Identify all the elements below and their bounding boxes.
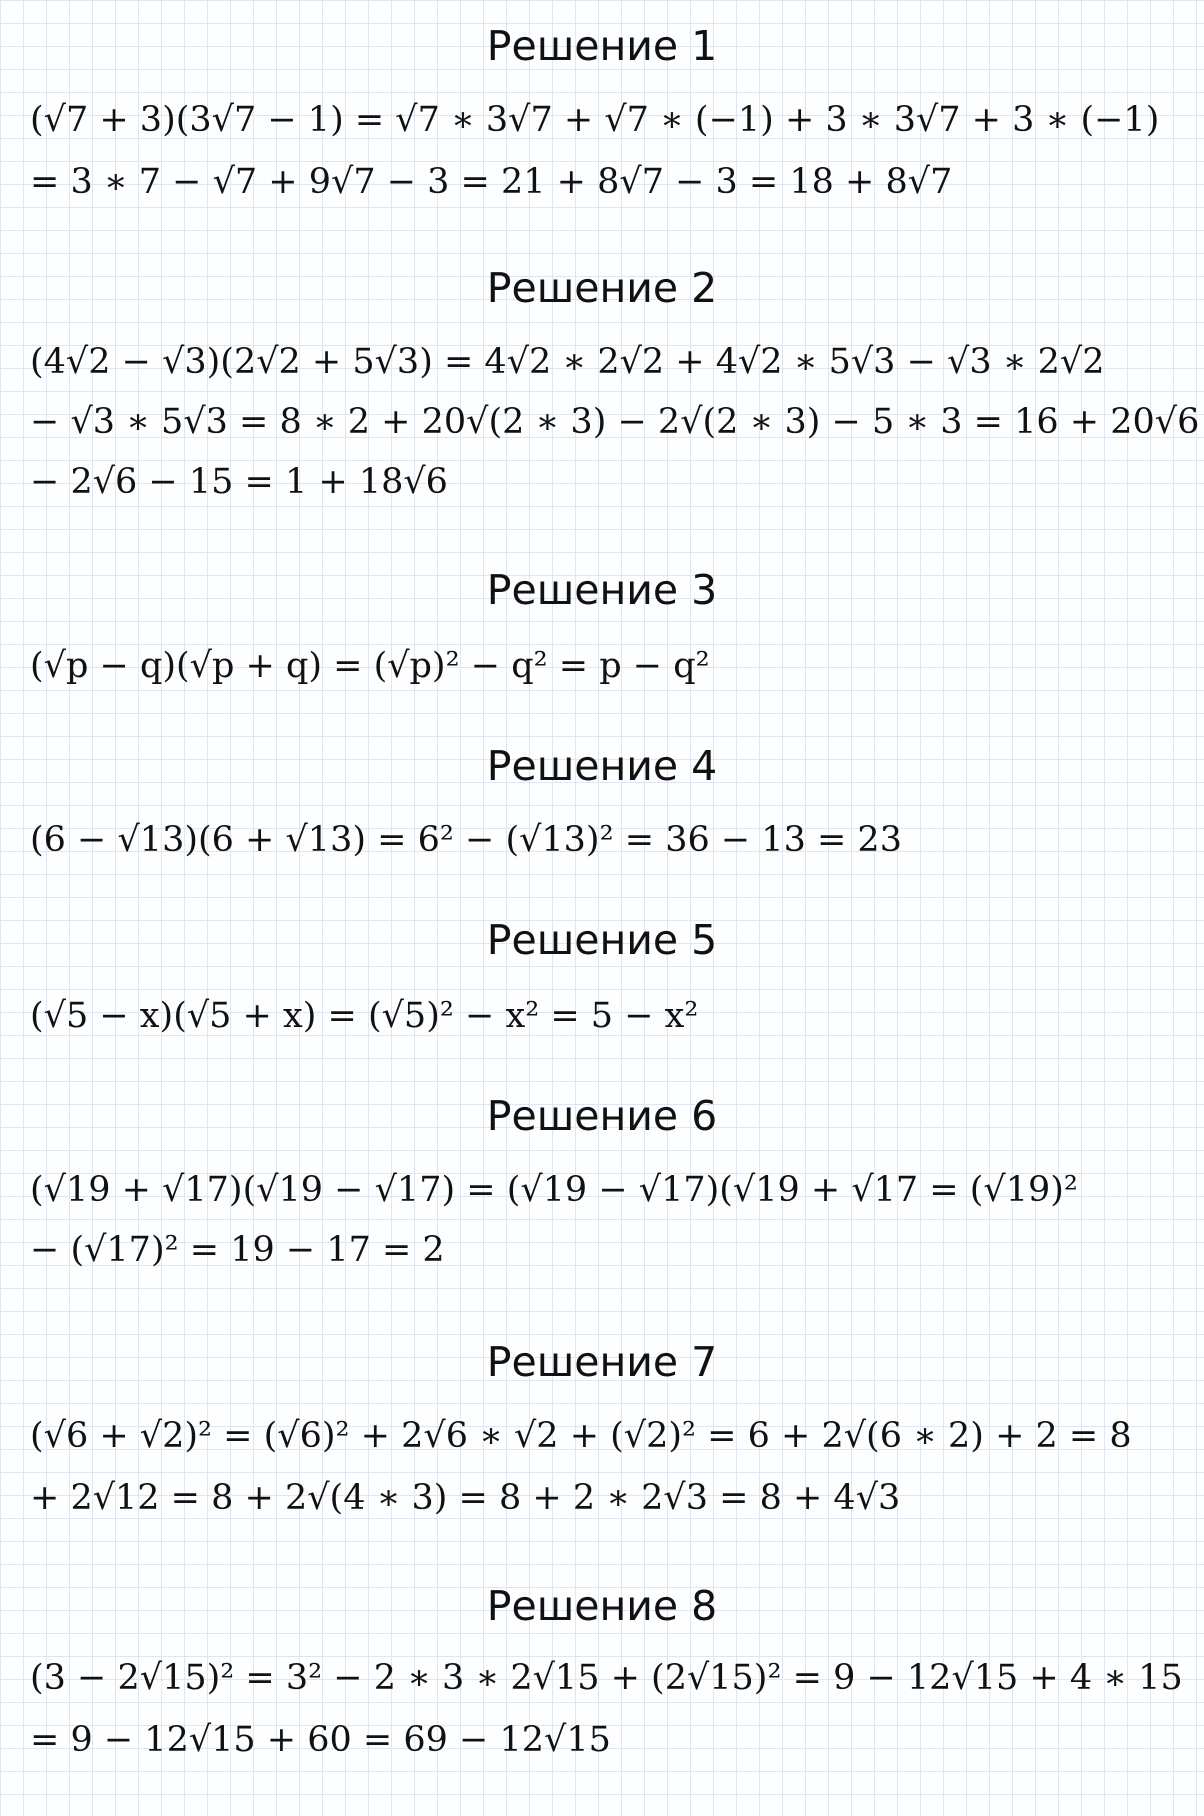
solution-4-title: Решение 4: [486, 742, 718, 790]
solution-1-line-2: = 3 ∗ 7 − √7 + 9√7 − 3 = 21 + 8√7 − 3 = 18 + 8√7: [30, 162, 953, 202]
solution-8-line-2: = 9 − 12√15 + 60 = 69 − 12√15: [30, 1720, 611, 1760]
solution-3-title: Решение 3: [486, 566, 718, 614]
solution-6-title: Решение 6: [486, 1092, 718, 1140]
solution-2-line-2: − √3 ∗ 5√3 = 8 ∗ 2 + 20√(2 ∗ 3) − 2√(2 ∗ 3) − 5 ∗ 3 = 16 + 20√6: [30, 402, 1200, 442]
solution-5-line-1: (√5 − x)(√5 + x) = (√5)² − x² = 5 − x²: [30, 996, 699, 1036]
solution-8-line-1: (3 − 2√15)² = 3² − 2 ∗ 3 ∗ 2√15 + (2√15)² = 9 − 12√15 + 4 ∗ 15: [30, 1658, 1183, 1698]
solution-3-line-1: (√p − q)(√p + q) = (√p)² − q² = p − q²: [30, 646, 710, 686]
solution-1-title: Решение 1: [486, 22, 718, 70]
solution-2-title: Решение 2: [486, 264, 718, 312]
solution-6-line-2: − (√17)² = 19 − 17 = 2: [30, 1230, 445, 1270]
solution-7-title: Решение 7: [486, 1338, 718, 1386]
solution-5-title: Решение 5: [486, 916, 718, 964]
solution-6-line-1: (√19 + √17)(√19 − √17) = (√19 − √17)(√19 + √17 = (√19)²: [30, 1170, 1078, 1210]
solution-7-line-1: (√6 + √2)² = (√6)² + 2√6 ∗ √2 + (√2)² = 6 + 2√(6 ∗ 2) + 2 = 8: [30, 1416, 1132, 1456]
solution-2-line-3: − 2√6 − 15 = 1 + 18√6: [30, 462, 448, 502]
solution-2-line-1: (4√2 − √3)(2√2 + 5√3) = 4√2 ∗ 2√2 + 4√2 ∗ 5√3 − √3 ∗ 2√2: [30, 342, 1105, 382]
solution-1-line-1: (√7 + 3)(3√7 − 1) = √7 ∗ 3√7 + √7 ∗ (−1) + 3 ∗ 3√7 + 3 ∗ (−1): [30, 100, 1160, 140]
solution-4-line-1: (6 − √13)(6 + √13) = 6² − (√13)² = 36 − 13 = 23: [30, 820, 902, 860]
solution-7-line-2: + 2√12 = 8 + 2√(4 ∗ 3) = 8 + 2 ∗ 2√3 = 8 + 4√3: [30, 1478, 901, 1518]
solution-8-title: Решение 8: [486, 1582, 718, 1630]
